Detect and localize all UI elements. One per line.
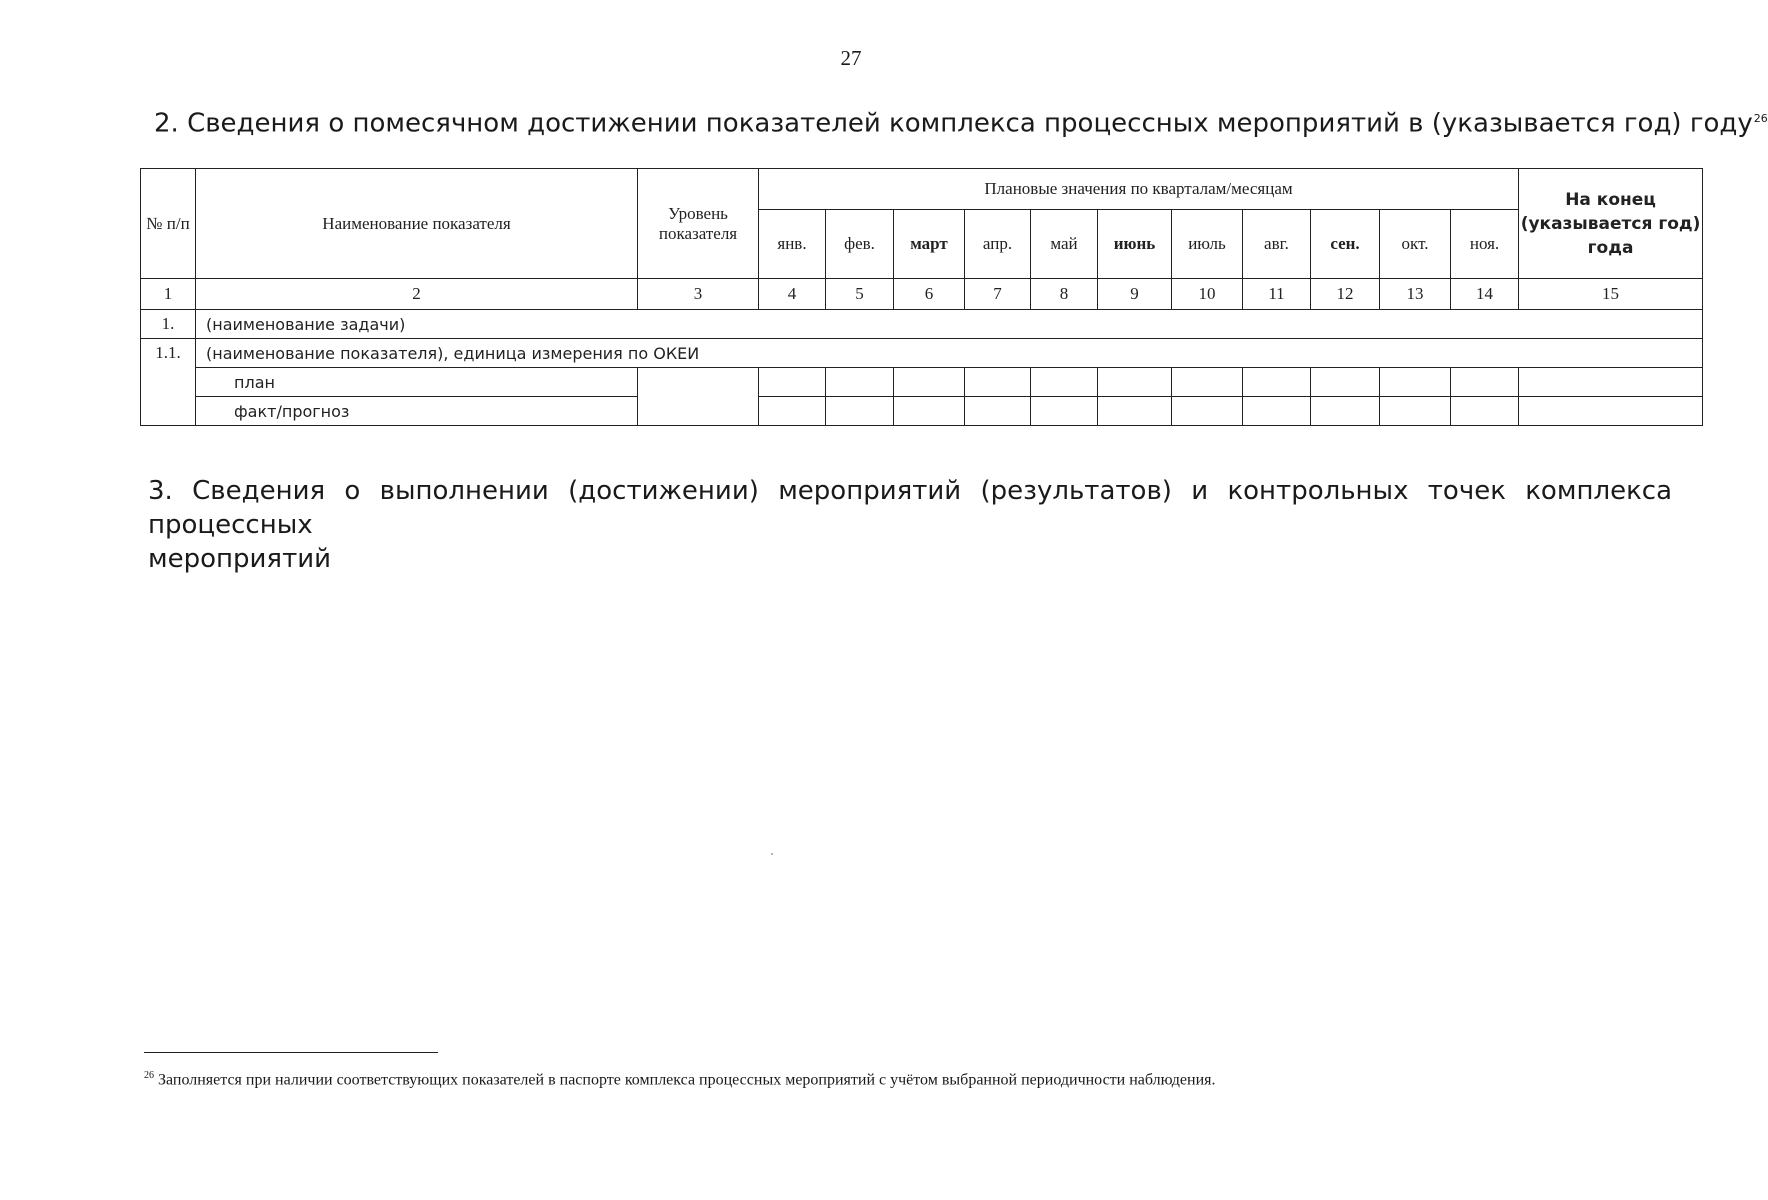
table-cell — [1031, 368, 1098, 397]
month-header: июль — [1172, 210, 1243, 279]
section-2-heading — [154, 102, 1768, 141]
indicator-name: (наименование показателя), единица измерения по ОКЕИ — [196, 339, 1703, 368]
header-planned-values: Плановые значения по кварталам/месяцам — [759, 169, 1519, 210]
table-cell — [894, 368, 965, 397]
section-3-heading — [148, 474, 1672, 576]
footnote — [144, 1070, 1216, 1089]
column-number: 11 — [1243, 279, 1311, 310]
column-number: 8 — [1031, 279, 1098, 310]
column-number: 7 — [965, 279, 1031, 310]
column-number: 15 — [1519, 279, 1703, 310]
column-number: 5 — [826, 279, 894, 310]
column-number: 4 — [759, 279, 826, 310]
table-cell — [759, 397, 826, 426]
table-cell — [1098, 368, 1172, 397]
header-indicator-name: Наименование показателя — [196, 169, 638, 279]
column-number-row — [141, 279, 1703, 310]
month-header: окт. — [1380, 210, 1451, 279]
task-name: (наименование задачи) — [196, 310, 1703, 339]
table-cell — [1519, 368, 1703, 397]
column-number: 12 — [1311, 279, 1380, 310]
table-cell — [1098, 397, 1172, 426]
fact-row — [141, 397, 1703, 426]
section-2-title: 2. Сведения о помесячном достижении показателей комплекса процессных мероприятий в (указывается год) году — [154, 108, 1753, 139]
table-cell — [759, 368, 826, 397]
plan-label: план — [196, 368, 638, 397]
table-cell — [1172, 368, 1243, 397]
column-number: 14 — [1451, 279, 1519, 310]
table-cell — [826, 368, 894, 397]
month-header: сен. — [1311, 210, 1380, 279]
table-cell — [965, 368, 1031, 397]
table-cell — [1380, 368, 1451, 397]
month-header: март — [894, 210, 965, 279]
column-number: 1 — [141, 279, 196, 310]
column-number: 6 — [894, 279, 965, 310]
column-number: 3 — [638, 279, 759, 310]
section-3-title-line-1: 3. Сведения о выполнении (достижении) мероприятий (результатов) и контрольных точек комплекса процессных — [148, 476, 1672, 540]
table-cell — [826, 397, 894, 426]
task-row — [141, 310, 1703, 339]
table-cell — [1031, 397, 1098, 426]
table-cell — [1243, 397, 1311, 426]
header-indicator-level: Уровень показателя — [638, 169, 759, 279]
month-header: янв. — [759, 210, 826, 279]
table-cell — [1243, 368, 1311, 397]
column-number: 9 — [1098, 279, 1172, 310]
table-cell — [894, 397, 965, 426]
month-header: июнь — [1098, 210, 1172, 279]
footnote-divider — [144, 1052, 438, 1053]
table-cell — [1380, 397, 1451, 426]
header-num: № п/п — [141, 169, 196, 279]
scan-speck — [771, 853, 773, 855]
column-number: 13 — [1380, 279, 1451, 310]
indicator-number: 1.1. — [141, 339, 196, 426]
footnote-reference: 26 — [1753, 112, 1768, 125]
footnote-marker: 26 — [144, 1070, 154, 1081]
column-number: 2 — [196, 279, 638, 310]
plan-row — [141, 368, 1703, 397]
table-cell — [1451, 397, 1519, 426]
header-row-top — [141, 169, 1703, 210]
table-cell — [965, 397, 1031, 426]
table-cell — [1311, 397, 1380, 426]
table-cell — [1172, 397, 1243, 426]
header-year-end: На конец (указывается год) года — [1519, 169, 1703, 279]
monthly-indicators-table — [140, 168, 1703, 426]
month-header: ноя. — [1451, 210, 1519, 279]
column-number: 10 — [1172, 279, 1243, 310]
month-header: авг. — [1243, 210, 1311, 279]
month-header: фев. — [826, 210, 894, 279]
section-3-title-line-2: мероприятий — [148, 544, 332, 574]
indicator-level-cell — [638, 368, 759, 426]
month-header: май — [1031, 210, 1098, 279]
table-cell — [1519, 397, 1703, 426]
table-cell — [1311, 368, 1380, 397]
task-number: 1. — [141, 310, 196, 339]
fact-label: факт/прогноз — [196, 397, 638, 426]
month-header: апр. — [965, 210, 1031, 279]
page-number: 27 — [840, 46, 862, 70]
footnote-text: Заполняется при наличии соответствующих показателей в паспорте комплекса процессных мероприятий с учётом выбранной периодичности наблюдения. — [158, 1071, 1216, 1089]
table-cell — [1451, 368, 1519, 397]
indicator-row — [141, 339, 1703, 368]
